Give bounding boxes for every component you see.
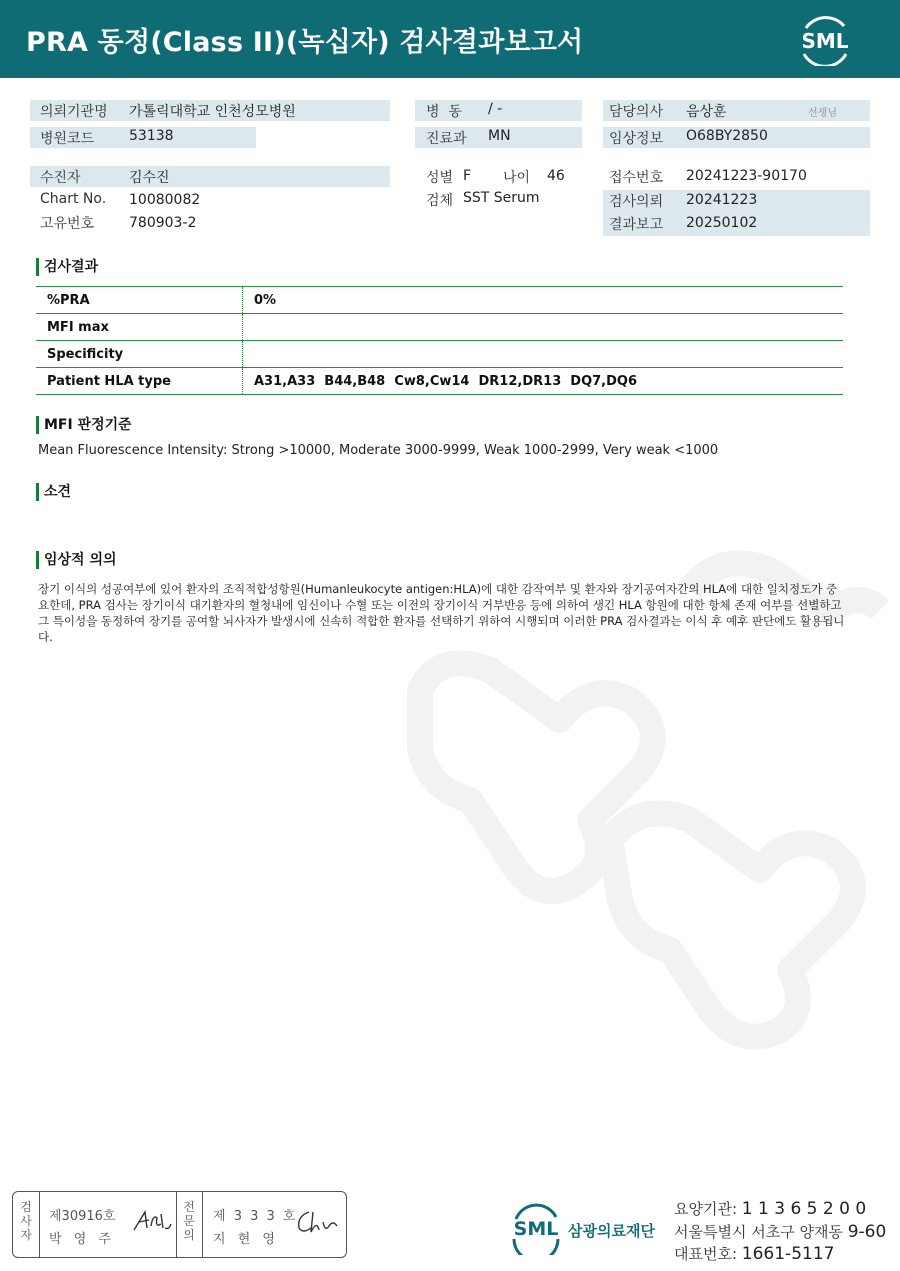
opinion-section-title: 소견 — [36, 483, 71, 501]
patient-row — [30, 166, 390, 187]
receipt-label: 접수번호 — [609, 170, 664, 186]
signature-box — [12, 1191, 347, 1258]
result-value — [243, 341, 844, 368]
specialist-label: 전문의 — [183, 1200, 195, 1242]
ward-label: 병 동 — [426, 104, 462, 120]
footer-sml-logo — [508, 1199, 564, 1255]
table-row — [36, 287, 843, 314]
chart-value: 10080082 — [129, 192, 201, 208]
report-header — [0, 0, 900, 78]
table-row — [36, 368, 843, 395]
footer-code-label: 요양기관: — [674, 1200, 738, 1218]
footer-phone-value: 1661-5117 — [741, 1244, 835, 1264]
specialist-signature — [295, 1208, 341, 1236]
footer-org-name: 삼광의료재단 — [568, 1222, 655, 1240]
result-name: %PRA — [36, 287, 243, 314]
divider — [39, 1192, 40, 1257]
report-label: 결과보고 — [609, 217, 664, 233]
tester-label: 검사자 — [20, 1200, 32, 1242]
report-title: PRA 동정(Class II)(녹십자) 검사결과보고서 — [26, 27, 584, 58]
footer-address — [674, 1221, 886, 1242]
result-value — [243, 314, 844, 341]
tester-name: 박 영 주 — [49, 1232, 115, 1247]
chart-label: Chart No. — [40, 191, 107, 207]
hospital-code-value: 53138 — [129, 128, 174, 144]
tester-signature — [131, 1208, 173, 1234]
sml-logo — [796, 14, 854, 66]
footer-address-number: 9-60 — [847, 1222, 887, 1242]
results-section-title: 검사결과 — [36, 258, 98, 276]
divider — [176, 1192, 177, 1257]
patient-value: 김수진 — [129, 170, 170, 186]
specimen-value: SST Serum — [463, 190, 540, 206]
patient-label: 수진자 — [40, 170, 81, 186]
doctor-suffix: 선생님 — [808, 108, 837, 119]
result-value: A31,A33 B44,B48 Cw8,Cw14 DR12,DR13 DQ7,DQ6 — [243, 368, 844, 395]
dept-label: 진료과 — [426, 131, 467, 147]
institution-value: 가톨릭대학교 인천성모병원 — [129, 104, 296, 120]
criteria-text: Mean Fluorescence Intensity: Strong >10000, Moderate 3000-9999, Weak 1000-2999, Very weak <1000 — [38, 443, 719, 458]
significance-text: 장기 이식의 성공여부에 있어 환자의 조직적합성항원(Humanleukocyte antigen:HLA)에 대한 감작여부 및 환자와 장기공여자간의 HLA에 대한 일치정도가 중요한데, PRA 검사는 장기이식 대기환자의 혈청내에 임신이나 수혈 또는 이전의 장기이식 거부반응 등에 의하여 생긴 HLA 항원에 대한 항체 존재 여부를 선별하고 그 특이성을 동정하여 장기를 공여할 뇌사자가 발생시에 신속히 적합한 환자를 선택하기 위하여 시행되며 이러한 PRA 검사결과는 이식 후 예후 판단에도 활용됩니다. — [38, 582, 845, 644]
institution-label: 의뢰기관명 — [40, 104, 108, 120]
footer-code — [674, 1198, 866, 1219]
result-name: Patient HLA type — [36, 368, 243, 395]
svg-text:SML: SML — [801, 29, 849, 53]
specimen-label: 검체 — [426, 193, 454, 209]
sex-label: 성별 — [426, 170, 454, 186]
request-value: 20241223 — [686, 192, 758, 208]
age-label: 나이 — [503, 170, 531, 186]
footer-address-text: 서울특별시 서초구 양재동 — [674, 1223, 843, 1241]
doctor-value: 음상훈 — [686, 104, 727, 120]
footer-phone — [674, 1243, 834, 1264]
id-label: 고유번호 — [40, 216, 95, 232]
age-value: 46 — [547, 168, 565, 184]
clinical-value: O68BY2850 — [686, 128, 768, 144]
doctor-label: 담당의사 — [609, 104, 664, 120]
sex-value: F — [463, 168, 472, 184]
table-row — [36, 341, 843, 368]
criteria-section-title: MFI 판정기준 — [36, 416, 132, 434]
svg-text:SML: SML — [513, 1218, 559, 1240]
receipt-value: 20241223-90170 — [686, 168, 807, 184]
result-value: 0% — [243, 287, 844, 314]
divider — [202, 1192, 203, 1257]
id-value: 780903-2 — [129, 215, 197, 231]
significance-section-title: 임상적 의의 — [36, 551, 117, 569]
footer-code-value: 1 1 3 6 5 2 0 0 — [741, 1199, 867, 1219]
hospital-code-label: 병원코드 — [40, 131, 95, 147]
table-row — [36, 314, 843, 341]
result-name: MFI max — [36, 314, 243, 341]
specialist-number: 제 3 3 3 호 — [213, 1209, 298, 1224]
footer-phone-label: 대표번호: — [674, 1245, 738, 1263]
report-value: 20250102 — [686, 215, 758, 231]
ward-value: / - — [488, 101, 503, 117]
clinical-label: 임상정보 — [609, 131, 664, 147]
tester-number: 제30916호 — [49, 1209, 116, 1224]
result-name: Specificity — [36, 341, 243, 368]
dept-value: MN — [488, 128, 511, 144]
specialist-name: 지 현 영 — [213, 1232, 279, 1247]
results-table — [36, 286, 843, 395]
request-label: 검사의뢰 — [609, 194, 664, 210]
